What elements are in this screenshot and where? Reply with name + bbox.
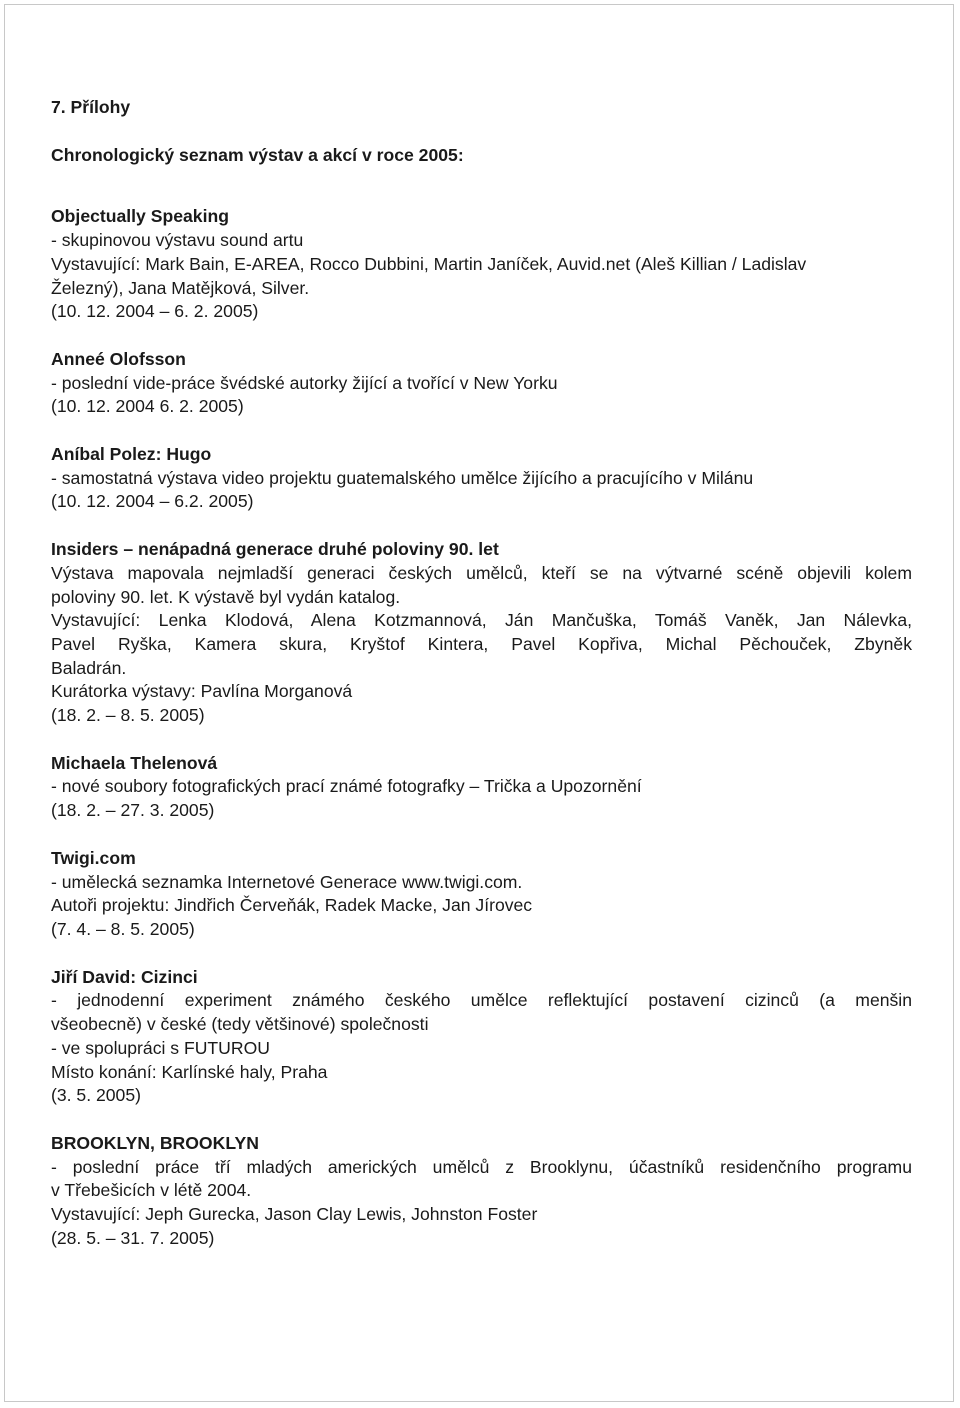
event-line: (10. 12. 2004 – 6. 2. 2005) bbox=[51, 301, 259, 322]
event-entry bbox=[51, 847, 912, 942]
event-line: - umělecká seznamka Internetové Generace www.twigi.com. bbox=[51, 871, 523, 892]
event-line: (18. 2. – 8. 5. 2005) bbox=[51, 705, 205, 726]
event-title: Aníbal Polez: Hugo bbox=[51, 444, 212, 465]
event-line: Výstava mapovala nejmladší generaci českých umělců, kteří se na výtvarné scéně objevili kolem bbox=[51, 562, 912, 583]
event-title: Michaela Thelenová bbox=[51, 752, 218, 773]
event-title: Anneé Olofsson bbox=[51, 348, 186, 369]
event-title: Twigi.com bbox=[51, 847, 136, 868]
event-entry bbox=[51, 538, 912, 728]
event-entry bbox=[51, 966, 912, 1108]
event-line: - jednodenní experiment známého českého umělce reflektující postavení cizinců (a menšin bbox=[51, 990, 912, 1011]
event-line: v Třebešicích v létě 2004. bbox=[51, 1180, 252, 1201]
event-line: (10. 12. 2004 – 6.2. 2005) bbox=[51, 491, 254, 512]
event-line: poloviny 90. let. K výstavě byl vydán katalog. bbox=[51, 586, 401, 607]
event-title: BROOKLYN, BROOKLYN bbox=[51, 1132, 259, 1153]
page-title: 7. Přílohy bbox=[51, 97, 131, 117]
section-title: Chronologický seznam výstav a akcí v roce 2005: bbox=[51, 144, 464, 165]
event-line: - skupinovou výstavu sound artu bbox=[51, 230, 304, 251]
event-entry bbox=[51, 1132, 912, 1251]
event-line: Vystavující: Mark Bain, E-AREA, Rocco Dubbini, Martin Janíček, Auvid.net (Aleš Killian / Ladislav bbox=[51, 253, 807, 274]
event-title: Insiders – nenápadná generace druhé poloviny 90. let bbox=[51, 539, 499, 560]
event-line: všeobecně) v české (tedy většinové) společnosti bbox=[51, 1014, 429, 1035]
event-line: - poslední vide-práce švédské autorky žijící a tvořící v New Yorku bbox=[51, 372, 558, 393]
event-line: Vystavující: Jeph Gurecka, Jason Clay Lewis, Johnston Foster bbox=[51, 1204, 538, 1225]
event-line: Železný), Jana Matějková, Silver. bbox=[51, 277, 310, 298]
event-line: (28. 5. – 31. 7. 2005) bbox=[51, 1227, 215, 1248]
event-line: Místo konání: Karlínské haly, Praha bbox=[51, 1061, 328, 1082]
event-line: Pavel Ryška, Kamera skura, Kryštof Kintera, Pavel Kopřiva, Michal Pěchouček, Zbyněk bbox=[51, 633, 912, 654]
event-line: - poslední práce tří mladých amerických umělců z Brooklynu, účastníků residenčního programu bbox=[51, 1156, 912, 1177]
event-line: Vystavující: Lenka Klodová, Alena Kotzmannová, Ján Mančuška, Tomáš Vaněk, Jan Nálevka, bbox=[51, 610, 912, 631]
event-entry bbox=[51, 348, 912, 419]
event-entry bbox=[51, 205, 912, 324]
event-line: Kurátorka výstavy: Pavlína Morganová bbox=[51, 681, 353, 702]
event-title: Objectually Speaking bbox=[51, 206, 229, 227]
event-line: - nové soubory fotografických prací známé fotografky – Trička a Upozornění bbox=[51, 776, 642, 797]
event-line: Baladrán. bbox=[51, 657, 127, 678]
event-line: (3. 5. 2005) bbox=[51, 1085, 141, 1106]
event-line: (10. 12. 2004 6. 2. 2005) bbox=[51, 396, 244, 417]
event-title: Jiří David: Cizinci bbox=[51, 966, 198, 987]
event-entry bbox=[51, 443, 912, 514]
event-line: (7. 4. – 8. 5. 2005) bbox=[51, 918, 195, 939]
event-entry bbox=[51, 752, 912, 823]
event-line: - samostatná výstava video projektu guatemalského umělce žijícího a pracujícího v Milánu bbox=[51, 467, 754, 488]
event-line: Autoři projektu: Jindřich Červeňák, Radek Macke, Jan Jírovec bbox=[51, 895, 533, 916]
event-line: (18. 2. – 27. 3. 2005) bbox=[51, 800, 215, 821]
event-line: - ve spolupráci s FUTUROU bbox=[51, 1037, 270, 1058]
document-body bbox=[51, 96, 912, 1250]
